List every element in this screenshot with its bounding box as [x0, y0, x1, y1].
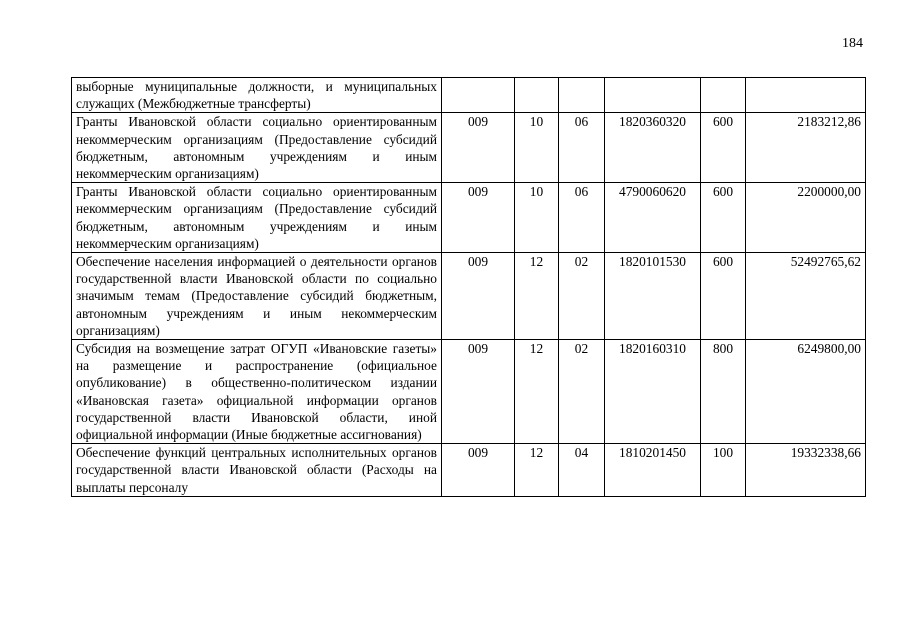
table-row [72, 340, 866, 444]
row-name: Гранты Ивановской области социально ориентированным некоммерческим организациям (Предоставление субсидий бюджетным, автономным учреждениям и иным некоммерческим организациям) [72, 113, 442, 183]
ministry-code [442, 78, 515, 113]
target-article-code: 1810201450 [605, 444, 701, 497]
expense-type-code: 600 [701, 183, 746, 253]
row-name: Обеспечение населения информацией о деятельности органов государственной власти Ивановской области по социально значимым темам (Предоставление субсидий бюджетным, автономным учреждениям и иным некоммерческим организациям) [72, 253, 442, 340]
section-code: 12 [515, 444, 559, 497]
target-article-code: 1820160310 [605, 340, 701, 444]
expense-type-code [701, 78, 746, 113]
amount: 6249800,00 [746, 340, 866, 444]
table-row [72, 183, 866, 253]
table-row [72, 444, 866, 497]
expense-type-code: 600 [701, 253, 746, 340]
table-row [72, 78, 866, 113]
ministry-code: 009 [442, 444, 515, 497]
row-name: выборные муниципальные должности, и муниципальных служащих (Межбюджетные трансферты) [72, 78, 442, 113]
subsection-code: 02 [559, 253, 605, 340]
ministry-code: 009 [442, 113, 515, 183]
subsection-code [559, 78, 605, 113]
subsection-code: 06 [559, 183, 605, 253]
row-name: Субсидия на возмещение затрат ОГУП «Ивановские газеты» на размещение и распространение (официальное опубликование) в общественно-политическом издании «Ивановская газета» официальной информации органов государственной власти Ивановской области, иной официальной информации (Иные бюджетные ассигнования) [72, 340, 442, 444]
section-code: 12 [515, 253, 559, 340]
row-name: Обеспечение функций центральных исполнительных органов государственной власти Ивановской области (Расходы на выплаты персоналу [72, 444, 442, 497]
page-number: 184 [842, 36, 863, 51]
expense-type-code: 800 [701, 340, 746, 444]
section-code: 10 [515, 183, 559, 253]
budget-table [71, 77, 866, 497]
ministry-code: 009 [442, 183, 515, 253]
target-article-code [605, 78, 701, 113]
target-article-code: 1820101530 [605, 253, 701, 340]
amount: 52492765,62 [746, 253, 866, 340]
amount: 2183212,86 [746, 113, 866, 183]
expense-type-code: 100 [701, 444, 746, 497]
subsection-code: 04 [559, 444, 605, 497]
expense-type-code: 600 [701, 113, 746, 183]
section-code: 10 [515, 113, 559, 183]
subsection-code: 06 [559, 113, 605, 183]
target-article-code: 4790060620 [605, 183, 701, 253]
amount [746, 78, 866, 113]
ministry-code: 009 [442, 253, 515, 340]
section-code: 12 [515, 340, 559, 444]
ministry-code: 009 [442, 340, 515, 444]
section-code [515, 78, 559, 113]
amount: 19332338,66 [746, 444, 866, 497]
table-row [72, 253, 866, 340]
row-name: Гранты Ивановской области социально ориентированным некоммерческим организациям (Предоставление субсидий бюджетным, автономным учреждениям и иным некоммерческим организациям) [72, 183, 442, 253]
amount: 2200000,00 [746, 183, 866, 253]
target-article-code: 1820360320 [605, 113, 701, 183]
table-row [72, 113, 866, 183]
subsection-code: 02 [559, 340, 605, 444]
